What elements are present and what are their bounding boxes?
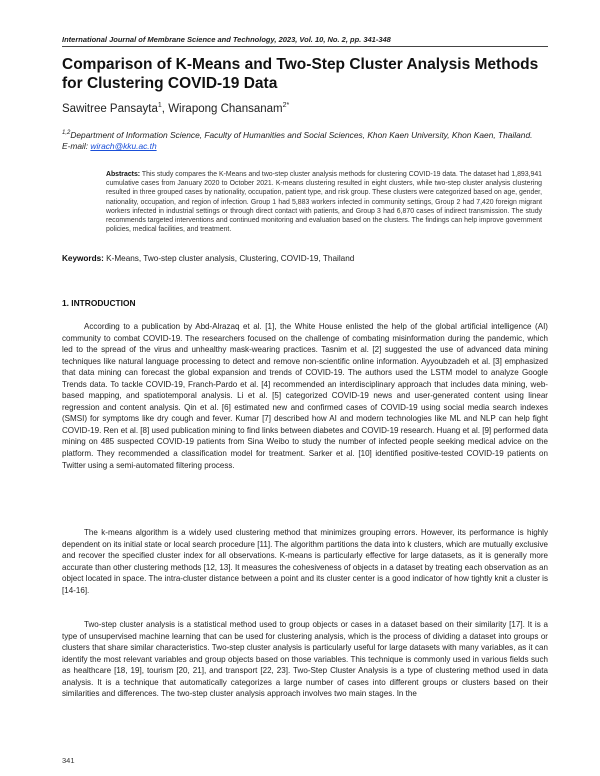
affiliation-mark: 1,2 [62,130,71,136]
body-paragraph: According to a publication by Abd-Alrazaq et al. [1], the White House enlisted the help of the global artificial intelligence (AI) community to combat COVID-19. The researchers focused on the challenge of combating misinformation during the pandemic, which led to the spread of the virus and unhealthy mask-wearing practices. Tasnim et al. [2] suggested the use of advanced data mining techniques like natural language processing to detect and remove non-scientific online information. Ayyoubzadeh et al. [3] emphasized that data mining can forecast the global expansion and trends of COVID-19. The authors used the LSTM model to analyze Google Trends data. To tackle COVID-19, Franch-Pardo et al. [4] recommended an interdisciplinary approach that includes data mining, web-based mapping, and spatiotemporal analysis. Li et al. [5] categorized COVID-19 news and user-generated content using linear regression and content analysis. Qin et al. [6] estimated new and confirmed cases of COVID-19 using social media search indexes (SMSI) for symptoms like dry cough and fever. Kumar [7] described how AI and modern technologies like ML and NLP can help fight COVID-19. Ren et al. [8] used publication mining to find links between diabetes and COVID-19 research. Huang et al. [9] performed data mining on 485 suspected COVID-19 patients from Sina Weibo to study the number of infected people seeking medical advice on the platform. They recommended a classification model for treatment. Sarker et al. [10] identified positive-tested COVID-19 patients on Twitter using a semi-automated filtering process. [62,322,548,470]
email-link[interactable]: wirach@kku.ac.th [90,140,157,151]
abstract-label: Abstracts: [106,171,141,178]
header-rule [62,46,548,47]
paper-title: Comparison of K-Means and Two-Step Cluster Analysis Methods for Clustering COVID-19 Data [62,56,539,92]
keywords-text: K-Means, Two-step cluster analysis, Clustering, COVID-19, Thailand [106,254,355,263]
page-number: 341 [62,756,75,765]
abstract-text: This study compares the K-Means and two-step cluster analysis methods for clustering COVID-19 data. The dataset had 1,893,941 cumulative cases from January 2020 to October 2021. K-means clustering resulted in eight clusters, while two-step cluster analysis clustering resulted in three grouped cases by nationality, occupation, patient type, and risk group. These clusters were categorized based on age, gender, nationality, occupation, and region of infection. Group 1 had 5,883 workers infected in community settings, Group 2 had 7,420 foreign migrant workers infected in industrial settings or through direct contact with patients, and Group 3 had 6,870 cases of indirect transmission. The study recommends targeted interventions and continued monitoring and evaluation based on the clusters. The findings can help improve government policies, medical facilities, and treatment. [106,171,542,234]
author-separator: , [161,102,169,115]
author-list [62,102,289,115]
section-heading: 1. INTRODUCTION [62,298,136,308]
affiliation-block [62,128,548,152]
body-paragraph: The k-means algorithm is a widely used clustering method that minimizes grouping errors. However, its performance is highly dependent on its initial state or local search procedure [11]. The algorithm partitions the data into k clusters, which are mutually exclusive and recover the specified cluster index for all observations. K-means is particularly effective for large datasets, as it is generally more accurate than other clustering methods [12, 13]. It measures the cohesiveness of objects in a dataset by treating each observation as an object located in space. The intra-cluster distance between a point and its cluster center is a good indicator of how tightly knit a cluster is [14-16]. [62,528,548,595]
author-name: Wirapong Chansanam [168,102,283,115]
keywords [62,254,354,263]
author-affiliation-mark: 1 [157,102,162,109]
body-paragraph: Two-step cluster analysis is a statistical method used to group objects or cases in a dataset based on their similarity [17]. It is a type of unsupervised machine learning that can be used for clustering analysis, which is the process of dividing a dataset into groups or clusters that share similar characteristics. Two-step cluster analysis is particularly useful for large datasets with many variables, as it can identify the most relevant variables and group objects based on those variables. This technique is commonly used in various fields such as healthcare [18, 19], tourism [20, 21], and transport [22, 23]. Two-Step Cluster Analysis is a type of clustering method used in data analysis. It is a technique that automatically categorizes a large number of cases into different groups or clusters based on their similarities and differences. The two-step cluster analysis approach involves two main stages. In the [62,620,548,699]
author-affiliation-mark: 2* [282,102,290,109]
journal-header: International Journal of Membrane Science and Technology, 2023, Vol. 10, No. 2, pp. 341-348 [62,35,391,44]
abstract [106,170,542,234]
email-label: E-mail: [62,140,91,151]
author-name: Sawitree Pansayta [62,102,158,115]
affiliation-text: Department of Information Science, Faculty of Humanities and Social Sciences, Khon Kaen University, Khon Kaen, Thailand. [70,129,533,140]
keywords-label: Keywords: [62,254,104,263]
